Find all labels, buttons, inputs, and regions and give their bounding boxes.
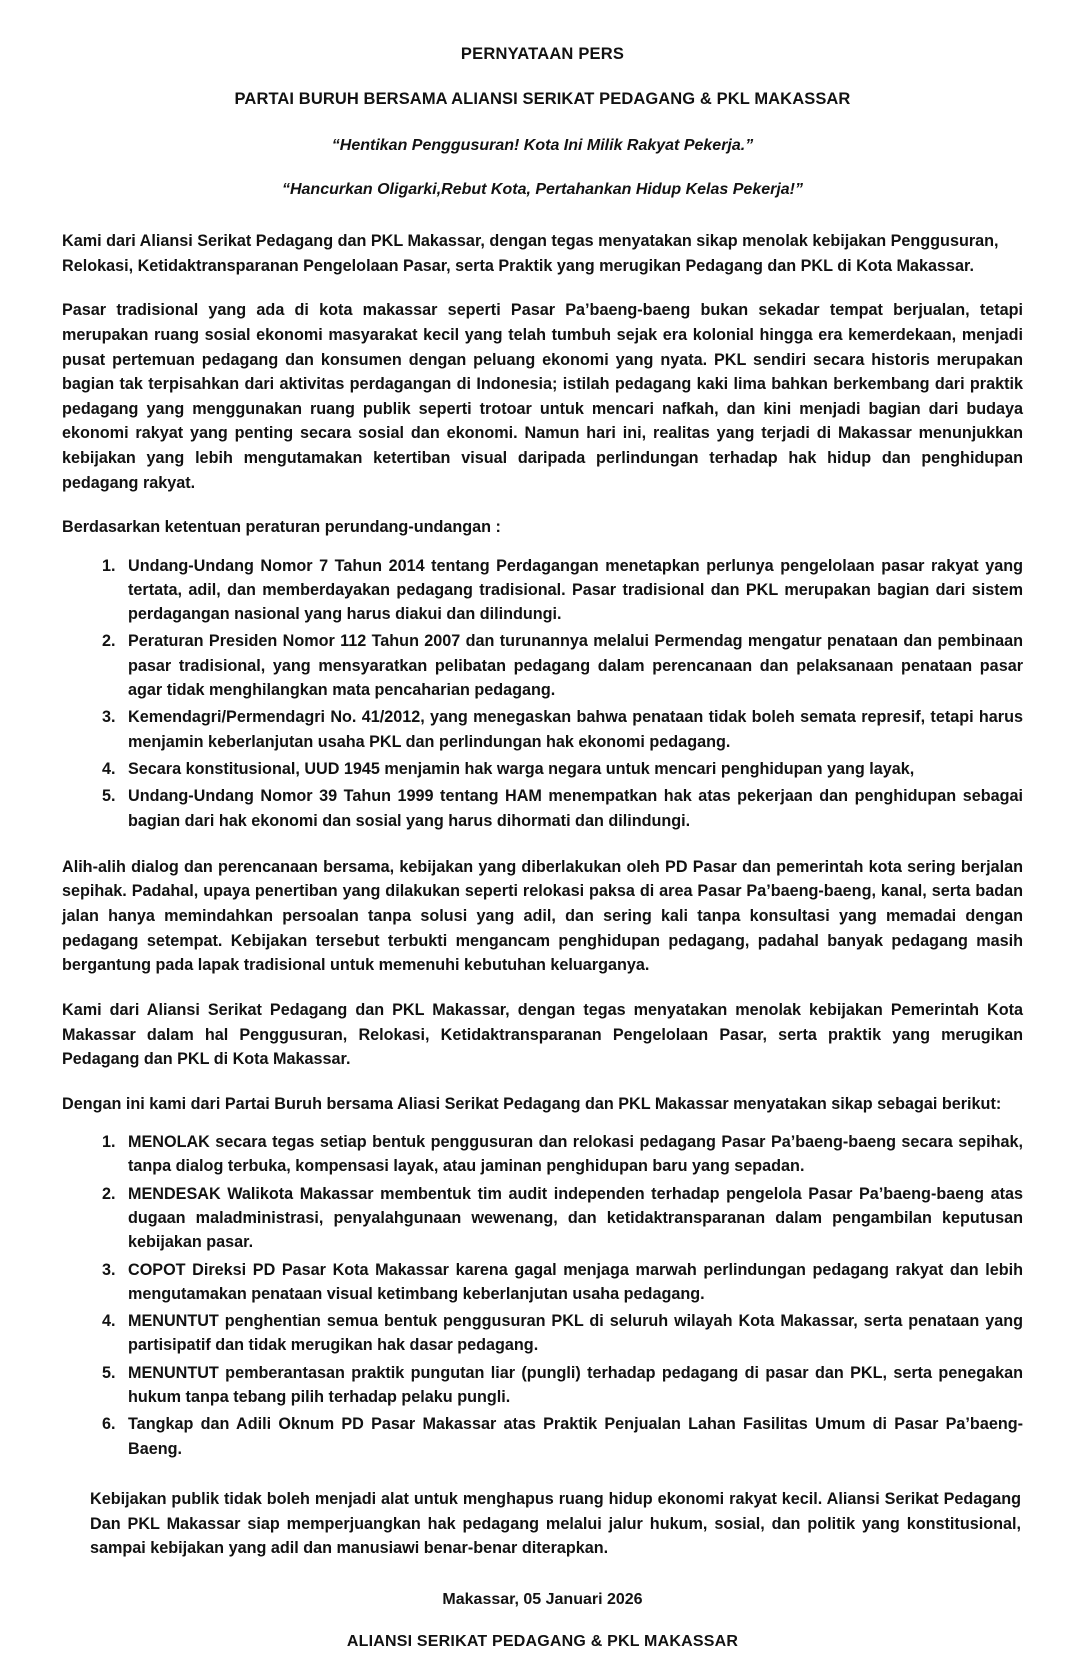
signature-organization: ALIANSI SERIKAT PEDAGANG & PKL MAKASSAR (346, 1632, 739, 1650)
paragraph-market-history: Pasar tradisional yang ada di kota makassar seperti Pasar Pa’baeng-baeng bukan sekadar tempat berjualan, tetapi merupakan ruang sosial ekonomi masyarakat kecil yang telah tumbuh sejak era kolonial hingga era kemerdekaan, menjadi pusat pertemuan pedagang dan konsumen dengan peluang ekonomi yang nyata. PKL sendiri secara historis merupakan bagian tak terpisahkan dari aktivitas perdagangan di Indonesia; istilah pedagang kaki lima bahkan berkembang dari praktik pedagang yang menggunakan ruang publik seperti trotoar untuk mencari nafkah, dan kini menjadi bagian dari budaya ekonomi rakyat yang penting secara sosial dan ekonomi. Namun hari ini, realitas yang terjadi di Makassar menunjukkan kebijakan yang lebih mengutamakan ketertiban visual daripada perlindungan terhadap hak hidup dan penghidupan pedagang rakyat. (62, 301, 1023, 492)
list-item: 3. Kemendagri/Permendagri No. 41/2012, yang menegaskan bahwa penataan tidak boleh semata represif, tetapi harus menjamin keberlanjutan usaha PKL dan perlindungan hak ekonomi pedagang. (120, 705, 1023, 754)
list-item: 5. MENUNTUT pemberantasan praktik pungutan liar (pungli) terhadap pedagang di pasar dan PKL, serta penegakan hukum tanpa tebang pilih terhadap pelaku pungli. (120, 1361, 1023, 1410)
document-header (62, 45, 1023, 199)
demands-list (62, 1130, 1023, 1461)
paragraph-statement-intro: Kami dari Aliansi Serikat Pedagang dan PKL Makassar, dengan tegas menyatakan sikap menolak kebijakan Penggusuran, Relokasi, Ketidaktransparanan Pengelolaan Pasar, serta Praktik yang merugikan Pedagang dan PKL di Kota Makassar. (62, 232, 999, 275)
document-subtitle: PARTAI BURUH BERSAMA ALIANSI SERIKAT PEDAGANG & PKL MAKASSAR (234, 90, 851, 108)
legal-basis-list (62, 554, 1023, 833)
list-item: 1. MENOLAK secara tegas setiap bentuk penggusuran dan relokasi pedagang Pasar Pa’baeng-baeng secara sepihak, tanpa dialog terbuka, kompensasi layak, atau jaminan penghidupan baru yang sepadan. (120, 1130, 1023, 1179)
demands-intro: Dengan ini kami dari Partai Buruh bersama Aliasi Serikat Pedagang dan PKL Makassar menyatakan sikap sebagai berikut: (62, 1094, 1002, 1113)
legal-basis-intro: Berdasarkan ketentuan peraturan perundang-undangan : (62, 518, 501, 537)
list-item: 5. Undang-Undang Nomor 39 Tahun 1999 tentang HAM menempatkan hak atas pekerjaan dan penghidupan sebagai bagian dari hak ekonomi dan sosial yang harus dihormati dan dilindungi. (120, 784, 1023, 833)
list-item: 4. MENUNTUT penghentian semua bentuk penggusuran PKL di seluruh wilayah Kota Makassar, serta penataan yang partisipatif dan tidak merugikan hak dasar pedagang. (120, 1309, 1023, 1358)
list-item: 1. Undang-Undang Nomor 7 Tahun 2014 tentang Perdagangan menetapkan perlunya pengelolaan pasar rakyat yang tertata, adil, dan memberdayakan pedagang tradisional. Pasar tradisional dan PKL merupakan bagian dari sistem perdagangan nasional yang harus diakui dan dilindungi. (120, 554, 1023, 627)
signature-date: Makassar, 05 Januari 2026 (442, 1590, 643, 1608)
list-item: 2. Peraturan Presiden Nomor 112 Tahun 2007 dan turunannya melalui Permendag mengatur penataan dan pembinaan pasar tradisional, yang mensyaratkan pelibatan pedagang dalam perencanaan dan pelaksanaan penataan pasar agar tidak menghilangkan mata pencaharian pedagang. (120, 629, 1023, 702)
slogan-secondary: “Hancurkan Oligarki,Rebut Kota, Pertahankan Hidup Kelas Pekerja!” (281, 181, 804, 198)
list-item: 2. MENDESAK Walikota Makassar membentuk tim audit independen terhadap pengelola Pasar Pa’baeng-baeng atas dugaan maladministrasi, penyalahgunaan wewenang, dan ketidaktransparanan dalam pengambilan keputusan kebijakan pasar. (120, 1182, 1023, 1255)
list-item: 4. Secara konstitusional, UUD 1945 menjamin hak warga negara untuk mencari penghidupan yang layak, (120, 757, 1023, 781)
paragraph-closing: Kebijakan publik tidak boleh menjadi alat untuk menghapus ruang hidup ekonomi rakyat kecil. Aliansi Serikat Pedagang Dan PKL Makassar siap memperjuangkan hak pedagang melalui jalur hukum, sosial, dan politik yang konstitusional, sampai kebijakan yang adil dan manusiawi benar-benar diterapkan. (90, 1489, 1021, 1558)
paragraph-policy-critique: Alih-alih dialog dan perencanaan bersama, kebijakan yang diberlakukan oleh PD Pasar dan pemerintah kota sering berjalan sepihak. Padahal, upaya penertiban yang dilakukan seperti relokasi paksa di area Pasar Pa’baeng-baeng, kanal, serta badan jalan hanya memindahkan persoalan tanpa solusi yang adil, dan sering kali tanpa konsultasi yang memadai dengan pedagang setempat. Kebijakan tersebut terbukti mengancam penghidupan pedagang, padahal banyak pedagang masih bergantung pada lapak tradisional untuk memenuhi kebutuhan keluarganya. (62, 857, 1023, 975)
paragraph-rejection: Kami dari Aliansi Serikat Pedagang dan PKL Makassar, dengan tegas menyatakan menolak kebijakan Pemerintah Kota Makassar dalam hal Penggusuran, Relokasi, Ketidaktransparanan Pengelolaan Pasar, serta praktik yang merugikan Pedagang dan PKL di Kota Makassar. (62, 1000, 1023, 1069)
list-item: 6. Tangkap dan Adili Oknum PD Pasar Makassar atas Praktik Penjualan Lahan Fasilitas Umum di Pasar Pa’baeng-Baeng. (120, 1412, 1023, 1461)
list-item: 3. COPOT Direksi PD Pasar Kota Makassar karena gagal menjaga marwah perlindungan pedagang rakyat dan lebih mengutamakan penataan visual ketimbang keberlanjutan usaha pedagang. (120, 1258, 1023, 1307)
slogan-primary: “Hentikan Penggusuran! Kota Ini Milik Rakyat Pekerja.” (331, 137, 754, 154)
page-title: PERNYATAAN PERS (460, 45, 625, 63)
